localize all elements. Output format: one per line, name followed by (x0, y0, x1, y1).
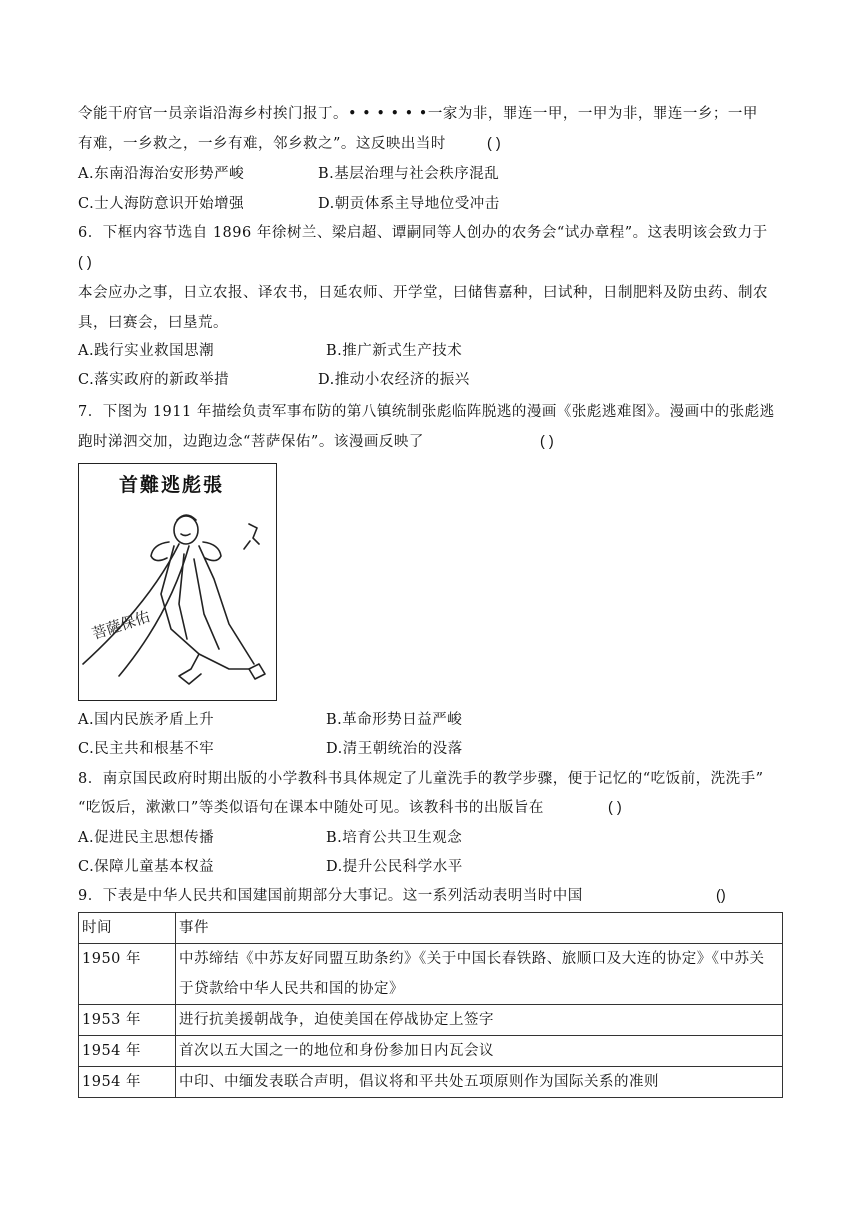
q5-stem-line2: 有难，一乡救之，一乡有难，邻乡救之”。这反映出当时 (78, 136, 446, 152)
q8-option-c[interactable]: C.保障儿童基本权益 (78, 859, 215, 875)
q5-option-c[interactable]: C.士人海防意识开始增强 (78, 196, 245, 212)
q5-answer-paren[interactable]: ( ) (487, 136, 501, 152)
row-event-line1: 中苏缔结《中苏友好同盟互助条约》《关于中国长春铁路、旅顺口及大连的协定》《中苏关 (179, 951, 765, 967)
q6-quote-line1: 本会应办之事，日立农报、译农书，日延农师、开学堂，曰储售嘉种，曰试种，日制肥料及防虫药、制农 (78, 285, 768, 301)
q9-stem-line1: 9．下表是中华人民共和国建国前期部分大事记。这一系列活动表明当时中国 (78, 888, 583, 904)
header-event: 事件 (176, 913, 783, 944)
q7-stem-line2: 跑时涕泗交加，边跑边念“菩萨保佑”。该漫画反映了 (78, 434, 424, 450)
q6-answer-paren[interactable]: ( ) (78, 255, 92, 271)
q7-option-c[interactable]: C.民主共和根基不牢 (78, 741, 215, 757)
q6-option-b[interactable]: B.推广新式生产技术 (326, 343, 463, 359)
q6-option-d[interactable]: D.推动小农经济的振兴 (318, 372, 470, 388)
q6-option-a[interactable]: A.践行实业救国思潮 (78, 343, 215, 359)
row-year: 1954 年 (79, 1067, 176, 1098)
q7-option-a[interactable]: A.国内民族矛盾上升 (78, 712, 215, 728)
q8-option-b[interactable]: B.培育公共卫生观念 (326, 830, 463, 846)
row-year: 1950 年 (79, 944, 176, 1005)
cartoon-caption: 菩薩保佑 (89, 607, 153, 644)
q5-option-d[interactable]: D.朝贡体系主导地位受冲击 (318, 196, 500, 212)
events-table (78, 912, 783, 1098)
q8-stem-line1: 8．南京国民政府时期出版的小学教科书具体规定了儿童洗手的教学步骤，便于记忆的“吃饭前，洗洗手” (78, 771, 764, 787)
row-event (176, 944, 783, 1005)
header-time: 时间 (79, 913, 176, 944)
q6-quote-line2: 具，曰赛会，曰垦荒。 (78, 315, 228, 331)
q7-answer-paren[interactable]: ( ) (540, 434, 554, 450)
zhang-biao-cartoon (78, 463, 277, 701)
cartoon-title: 首難逃彪張 (119, 474, 225, 496)
q5-stem-line1: 令能干府官一员亲诣沿海乡村挨门报丁。• • • • • •一家为非，罪连一甲，一甲为非，罪连一乡；一甲 (78, 106, 758, 122)
fleeing-figure-drawing (79, 464, 278, 702)
row-event: 首次以五大国之一的地位和身份参加日内瓦会议 (176, 1036, 783, 1067)
row-event: 中印、中缅发表联合声明，倡议将和平共处五项原则作为国际关系的准则 (176, 1067, 783, 1098)
row-event-line2: 于贷款给中华人民共和国的协定》 (179, 981, 404, 997)
q5-option-b[interactable]: B.基层治理与社会秩序混乱 (318, 166, 500, 182)
q6-stem-line1: 6．下框内容节选自 1896 年徐树兰、梁启超、谭嗣同等人创办的农务会“试办章程”。这表明该会致力于 (78, 225, 768, 241)
table-header-row (79, 913, 783, 944)
q8-stem-line2: “吃饭后，漱漱口”等类似语句在课本中随处可见。该教科书的出版旨在 (78, 800, 544, 816)
table-row (79, 1005, 783, 1036)
table-row (79, 1067, 783, 1098)
q5-option-a[interactable]: A.东南沿海治安形势严峻 (78, 166, 245, 182)
q6-option-c[interactable]: C.落实政府的新政举措 (78, 372, 230, 388)
q8-answer-paren[interactable]: ( ) (608, 800, 622, 816)
q9-answer-paren[interactable]: () (716, 888, 726, 904)
table-row (79, 1036, 783, 1067)
q7-option-b[interactable]: B.革命形势日益严峻 (326, 712, 463, 728)
row-event: 进行抗美援朝战争，迫使美国在停战协定上签字 (176, 1005, 783, 1036)
q7-option-d[interactable]: D.清王朝统治的没落 (326, 741, 463, 757)
q7-stem-line1: 7．下图为 1911 年描绘负责军事布防的第八镇统制张彪临阵脱逃的漫画《张彪逃难图》。漫画中的张彪逃 (78, 404, 775, 420)
row-year: 1954 年 (79, 1036, 176, 1067)
row-year: 1953 年 (79, 1005, 176, 1036)
table-row (79, 944, 783, 1005)
q8-option-d[interactable]: D.提升公民科学水平 (326, 859, 463, 875)
q8-option-a[interactable]: A.促进民主思想传播 (78, 830, 215, 846)
